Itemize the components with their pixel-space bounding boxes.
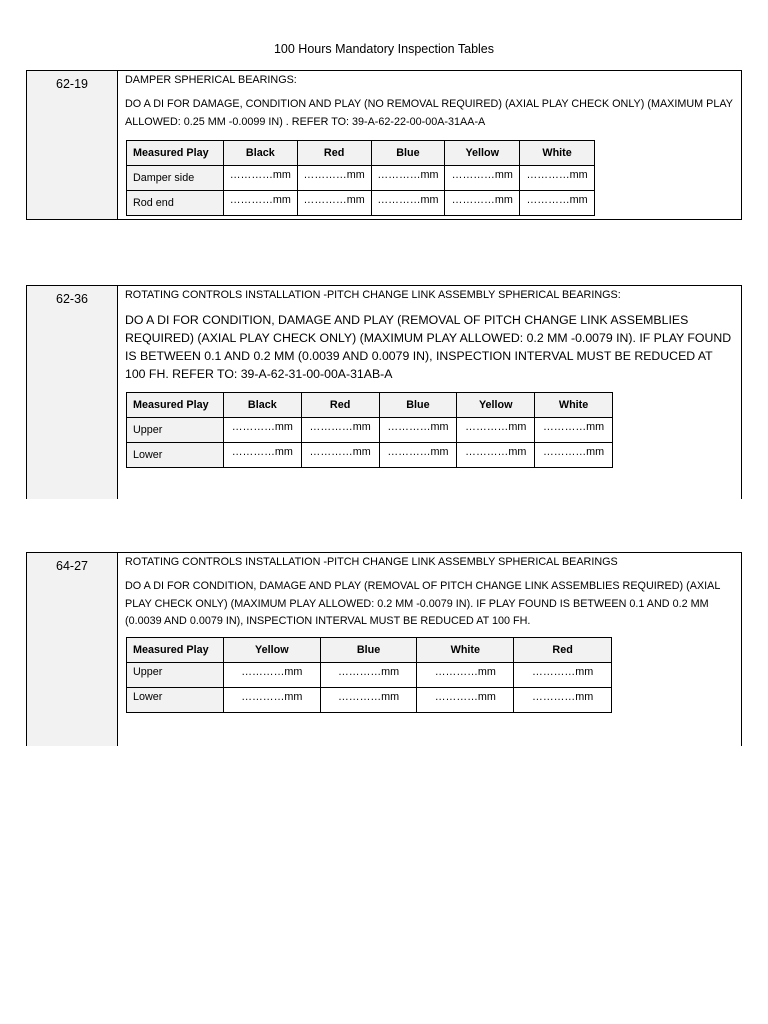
measurement-field[interactable]: …………mm bbox=[301, 418, 379, 443]
task-code: 64-27 bbox=[27, 553, 118, 746]
task-code: 62-36 bbox=[27, 286, 118, 499]
header-white: White bbox=[417, 638, 514, 663]
measurement-field[interactable]: …………mm bbox=[379, 443, 457, 468]
task-heading: DAMPER SPHERICAL BEARINGS: bbox=[125, 74, 297, 86]
header-white: White bbox=[520, 141, 595, 166]
measurement-field[interactable]: …………mm bbox=[371, 191, 445, 216]
measurement-field[interactable]: …………mm bbox=[223, 191, 297, 216]
measurement-field[interactable]: …………mm bbox=[223, 663, 320, 688]
header-blue: Blue bbox=[320, 638, 417, 663]
header-red: Red bbox=[301, 393, 379, 418]
measurement-field[interactable]: …………mm bbox=[223, 688, 320, 713]
measurement-field[interactable]: …………mm bbox=[445, 191, 520, 216]
measurement-field[interactable]: …………mm bbox=[514, 663, 612, 688]
measurement-field[interactable]: …………mm bbox=[223, 418, 301, 443]
measurement-field[interactable]: …………mm bbox=[445, 166, 520, 191]
header-yellow: Yellow bbox=[445, 141, 520, 166]
row-label: Upper bbox=[127, 418, 224, 443]
task-body bbox=[119, 286, 741, 499]
measurement-field[interactable]: …………mm bbox=[320, 688, 417, 713]
header-yellow: Yellow bbox=[457, 393, 535, 418]
page-title: 100 Hours Mandatory Inspection Tables bbox=[273, 42, 495, 56]
measurement-field[interactable]: …………mm bbox=[417, 663, 514, 688]
measurement-field[interactable]: …………mm bbox=[457, 443, 535, 468]
measurement-field[interactable]: …………mm bbox=[379, 418, 457, 443]
header-yellow: Yellow bbox=[223, 638, 320, 663]
inspection-task-62-19 bbox=[26, 70, 742, 220]
task-instruction: DO A DI FOR CONDITION, DAMAGE AND PLAY (REMOVAL OF PITCH CHANGE LINK ASSEMBLIES REQUIRED) (AXIAL PLAY CHECK ONLY) (MAXIMUM PLAY ALLOWED: 0.2 MM -0.0079 IN). IF PLAY FOUND IS BETWEEN 0.1 AND 0.2 MM (0.0039 AND 0.0079 IN), INSPECTION INTERVAL MUST BE REDUCED AT 100 FH. bbox=[125, 580, 720, 628]
inspection-task-62-36 bbox=[26, 285, 742, 499]
measurement-field[interactable]: …………mm bbox=[457, 418, 535, 443]
row-label: Rod end bbox=[127, 191, 224, 216]
measurement-field[interactable]: …………mm bbox=[520, 191, 595, 216]
measurement-field[interactable]: …………mm bbox=[223, 166, 297, 191]
task-instruction: DO A DI FOR CONDITION, DAMAGE AND PLAY (REMOVAL OF PITCH CHANGE LINK ASSEMBLIES REQUIRED) (AXIAL PLAY CHECK ONLY) (MAXIMUM PLAY ALLOWED: 0.2 MM -0.0079 IN). IF PLAY FOUND IS BETWEEN 0.1 AND 0.2 MM (0.0039 AND 0.0079 IN), INSPECTION INTERVAL MUST BE REDUCED AT 100 FH. REFER TO: 39-A-62-31-00-00A-31AB-A bbox=[125, 313, 732, 381]
table-header-row bbox=[127, 393, 613, 418]
measurement-field[interactable]: …………mm bbox=[297, 191, 371, 216]
header-blue: Blue bbox=[379, 393, 457, 418]
measured-play-table bbox=[126, 637, 612, 713]
row-label: Lower bbox=[127, 688, 224, 713]
table-row bbox=[127, 166, 595, 191]
task-body bbox=[119, 71, 741, 219]
measurement-field[interactable]: …………mm bbox=[297, 166, 371, 191]
table-row bbox=[127, 191, 595, 216]
measurement-field[interactable]: …………mm bbox=[520, 166, 595, 191]
task-instruction: DO A DI FOR DAMAGE, CONDITION AND PLAY (NO REMOVAL REQUIRED) (AXIAL PLAY CHECK ONLY) (MAXIMUM PLAY ALLOWED: 0.25 MM -0.0099 IN) . REFER TO: 39-A-62-22-00-00A-31AA-A bbox=[125, 98, 733, 128]
header-measured-play: Measured Play bbox=[127, 141, 224, 166]
task-code: 62-19 bbox=[27, 71, 118, 219]
measured-play-table bbox=[126, 140, 595, 216]
measurement-field[interactable]: …………mm bbox=[320, 663, 417, 688]
header-measured-play: Measured Play bbox=[127, 393, 224, 418]
measurement-field[interactable]: …………mm bbox=[371, 166, 445, 191]
header-black: Black bbox=[223, 141, 297, 166]
measured-play-table bbox=[126, 392, 613, 468]
measurement-field[interactable]: …………mm bbox=[417, 688, 514, 713]
header-red: Red bbox=[514, 638, 612, 663]
measurement-field[interactable]: …………mm bbox=[535, 418, 613, 443]
task-heading: ROTATING CONTROLS INSTALLATION -PITCH CHANGE LINK ASSEMBLY SPHERICAL BEARINGS bbox=[125, 556, 618, 568]
table-row bbox=[127, 688, 612, 713]
table-header-row bbox=[127, 638, 612, 663]
header-blue: Blue bbox=[371, 141, 445, 166]
inspection-task-64-27 bbox=[26, 552, 742, 746]
row-label: Upper bbox=[127, 663, 224, 688]
header-measured-play: Measured Play bbox=[127, 638, 224, 663]
task-heading: ROTATING CONTROLS INSTALLATION -PITCH CHANGE LINK ASSEMBLY SPHERICAL BEARINGS: bbox=[125, 289, 621, 301]
header-black: Black bbox=[223, 393, 301, 418]
table-row bbox=[127, 443, 613, 468]
table-row bbox=[127, 418, 613, 443]
header-red: Red bbox=[297, 141, 371, 166]
row-label: Lower bbox=[127, 443, 224, 468]
header-white: White bbox=[535, 393, 613, 418]
table-header-row bbox=[127, 141, 595, 166]
measurement-field[interactable]: …………mm bbox=[514, 688, 612, 713]
measurement-field[interactable]: …………mm bbox=[301, 443, 379, 468]
row-label: Damper side bbox=[127, 166, 224, 191]
table-row bbox=[127, 663, 612, 688]
measurement-field[interactable]: …………mm bbox=[535, 443, 613, 468]
measurement-field[interactable]: …………mm bbox=[223, 443, 301, 468]
task-body bbox=[119, 553, 741, 746]
